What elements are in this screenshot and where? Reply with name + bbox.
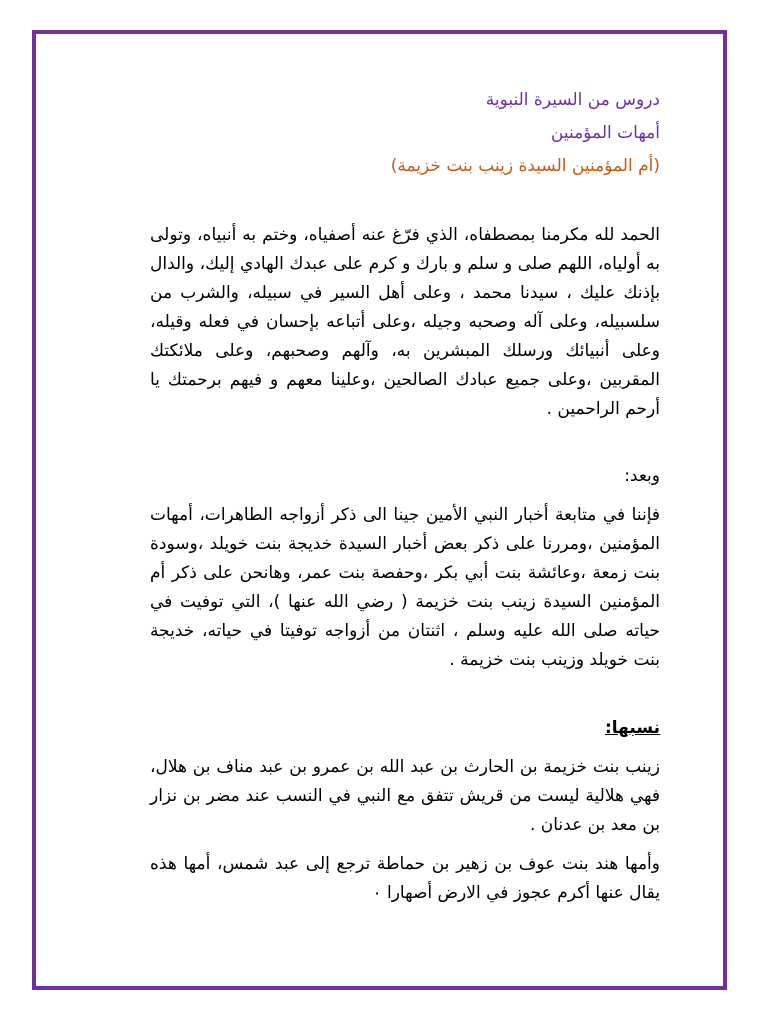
series-title: دروس من السيرة النبوية xyxy=(485,90,660,110)
document-body xyxy=(150,84,660,908)
transition-label: وبعد: xyxy=(624,466,660,486)
section-title: أمهات المؤمنين xyxy=(550,123,660,143)
lineage-heading: نسبها: xyxy=(604,718,660,738)
intro-paragraph: فإننا في متابعة أخبار النبي الأمين جينا الى ذكر أزواجه الطاهرات، أمهات المؤمنين ،ومررنا على ذكر بعض أخبار السيدة خديجة بنت خويلد ،وسودة بنت زمعة ،وعائشة بنت أبي بكر ،وحفصة بنت عمر، وهانحن على ذكر أم المؤمنين السيدة زينب بنت خزيمة ( رضي الله عنها )، التي توفيت في حياته صلى الله عليه وسلم ، اثنتان من أزواجه توفيتا في حياته، خديجة بنت خويلد وزينب بنت خزيمة . xyxy=(150,505,660,670)
lineage-paragraph: زينب بنت خزيمة بن الحارث بن عبد الله بن عمرو بن عبد مناف بن هلال، فهي هلالية ليست من قريش تتفق مع النبي في النسب عند مضر بن نزار بن معد بن عدنان . xyxy=(150,757,660,835)
lesson-title: (أم المؤمنين السيدة زينب بنت خزيمة) xyxy=(390,156,660,176)
opening-paragraph: الحمد لله مكرمنا بمصطفاه، الذي فرّغ عنه أصفياه، وختم به أنبياه، وتولى به أولياه، اللهم صلى و سلم و بارك و كرم على عبدك الهادي إليك، والدال بإذنك عليك ، سيدنا محمد ، وعلى أهل السير في سبيله، والشرب من سلسبيله، وعلى آله وصحبه وجيله ،وعلى أتباعه بإحسان في فعله وقيله، وعلى أنبيائك ورسلك المبشرين به، وآلهم وصحبهم، وعلى ملائكتك المقربين ،وعلى جميع عبادك الصالحين ،وعلينا معهم و فيهم برحمتك يا أرحم الراحمين . xyxy=(150,225,660,419)
mother-paragraph: وأمها هند بنت عوف بن زهير بن حماطة ترجع إلى عبد شمس، أمها هذه يقال عنها أكرم عجوز في الارض أصهارا ٠ xyxy=(150,854,660,903)
